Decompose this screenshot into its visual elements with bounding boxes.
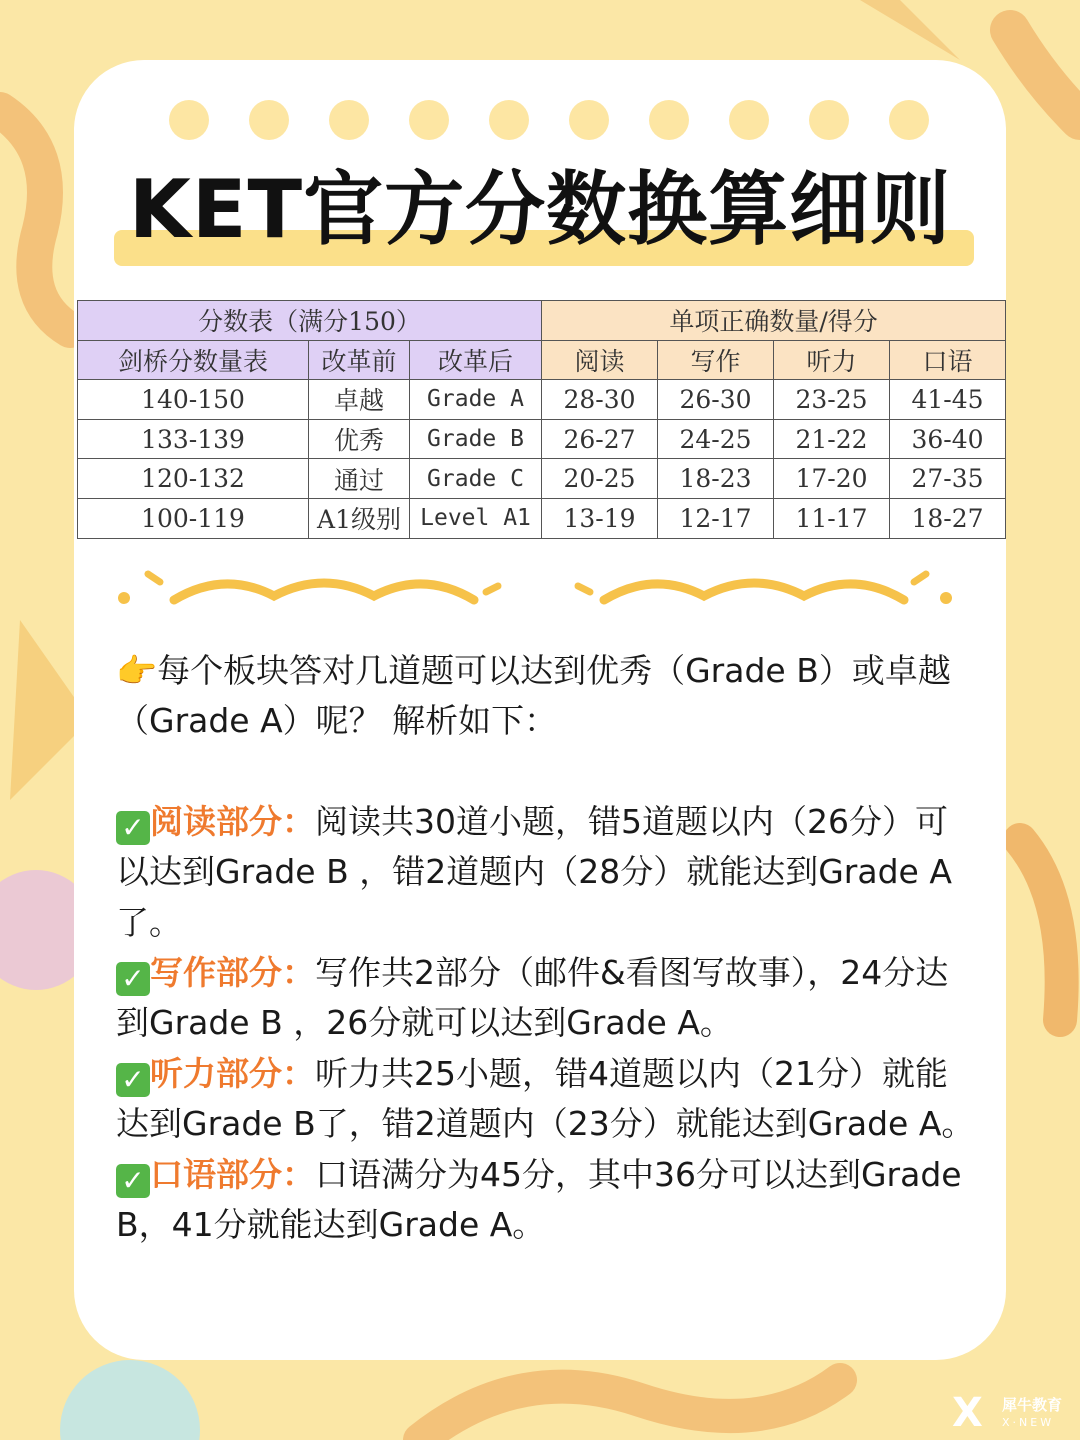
section-label: 听力部分： [150, 1053, 315, 1093]
pointing-hand-icon: 👉 [116, 651, 158, 690]
table-cell: 23-25 [774, 380, 890, 420]
checkmark-icon: ✓ [116, 962, 150, 996]
checkmark-icon: ✓ [116, 1164, 150, 1198]
column-header: 改革后 [410, 340, 542, 380]
section-label: 写作部分： [150, 953, 315, 993]
decorative-wave-divider [114, 560, 974, 620]
table-cell: 通过 [309, 459, 410, 499]
column-header: 阅读 [542, 340, 658, 380]
table-cell: A1级别 [309, 498, 410, 538]
listening-section [116, 1049, 976, 1150]
table-cell: 卓越 [309, 380, 410, 420]
section-text: 阅读共30道小题，错5道题以内（26分）可以达到Grade B ，错2道题内（28分）就能达到Grade A了。 [116, 801, 952, 942]
section-text: 写作共2部分（邮件&看图写故事），24分达到Grade B ，26分就可以达到Grade A。 [116, 953, 949, 1043]
section-text: 听力共25小题，错4道题以内（21分）就能达到Grade B了，错2道题内（23分）就能达到Grade A。 [116, 1053, 975, 1144]
group-header-items: 单项正确数量/得分 [542, 301, 1006, 341]
content-card [74, 60, 1006, 1360]
checkmark-icon: ✓ [116, 1063, 150, 1097]
table-cell: 27-35 [890, 459, 1006, 499]
table-cell: 36-40 [890, 419, 1006, 459]
table-cell: 41-45 [890, 380, 1006, 420]
table-cell: 21-22 [774, 419, 890, 459]
brand-subtitle: X·NEW [1002, 1416, 1055, 1429]
table-cell: 18-23 [658, 459, 774, 499]
column-header: 听力 [774, 340, 890, 380]
brand-watermark [952, 1392, 1072, 1434]
table-cell: 优秀 [309, 419, 410, 459]
table-cell: 24-25 [658, 419, 774, 459]
dot [409, 100, 449, 140]
explanation-text [116, 646, 976, 1250]
table-row [78, 498, 1006, 538]
table-cell: Grade A [410, 380, 542, 420]
table-cell: 133-139 [78, 419, 309, 459]
dot [329, 100, 369, 140]
section-label: 口语部分： [150, 1154, 315, 1194]
dot [489, 100, 529, 140]
table-cell: 100-119 [78, 498, 309, 538]
table-cell: Grade C [410, 459, 542, 499]
table-cell: 28-30 [542, 380, 658, 420]
brand-logo-icon: X [952, 1390, 983, 1436]
table-cell: 13-19 [542, 498, 658, 538]
section-text: 口语满分为45分，其中36分可以达到Grade B，41分就能达到Grade A。 [116, 1154, 962, 1245]
column-header: 改革前 [309, 340, 410, 380]
spacer [116, 747, 976, 797]
decorative-dots [169, 100, 929, 140]
column-header: 剑桥分数量表 [78, 340, 309, 380]
intro-paragraph [116, 646, 976, 747]
table-cell: 12-17 [658, 498, 774, 538]
table-cell: 140-150 [78, 380, 309, 420]
table-cell: 120-132 [78, 459, 309, 499]
table-row [78, 380, 1006, 420]
table-cell: 17-20 [774, 459, 890, 499]
table-row [78, 419, 1006, 459]
dot [809, 100, 849, 140]
writing-section [116, 948, 976, 1049]
table-column-header-row [78, 340, 1006, 380]
dot [249, 100, 289, 140]
brand-name: 犀牛教育 [1002, 1396, 1063, 1414]
intro-text: 每个板块答对几道题可以达到优秀（Grade B）或卓越（Grade A）呢？ 解析如下： [116, 651, 951, 741]
table-cell: 26-27 [542, 419, 658, 459]
dot [169, 100, 209, 140]
table-cell: Grade B [410, 419, 542, 459]
table-cell: 11-17 [774, 498, 890, 538]
group-header-score: 分数表（满分150） [78, 301, 542, 341]
reading-section [116, 797, 976, 948]
dot [729, 100, 769, 140]
dot [889, 100, 929, 140]
column-header: 写作 [658, 340, 774, 380]
table-cell: 18-27 [890, 498, 1006, 538]
table-cell: Level A1 [410, 498, 542, 538]
table-cell: 26-30 [658, 380, 774, 420]
dot [649, 100, 689, 140]
page-title: KET官方分数换算细则 [128, 163, 952, 256]
table-cell: 20-25 [542, 459, 658, 499]
dot [569, 100, 609, 140]
speaking-section [116, 1150, 976, 1251]
table-group-header-row [78, 301, 1006, 341]
score-table [77, 300, 1006, 539]
table-row [78, 459, 1006, 499]
checkmark-icon: ✓ [116, 811, 150, 845]
column-header: 口语 [890, 340, 1006, 380]
section-label: 阅读部分： [150, 801, 315, 841]
